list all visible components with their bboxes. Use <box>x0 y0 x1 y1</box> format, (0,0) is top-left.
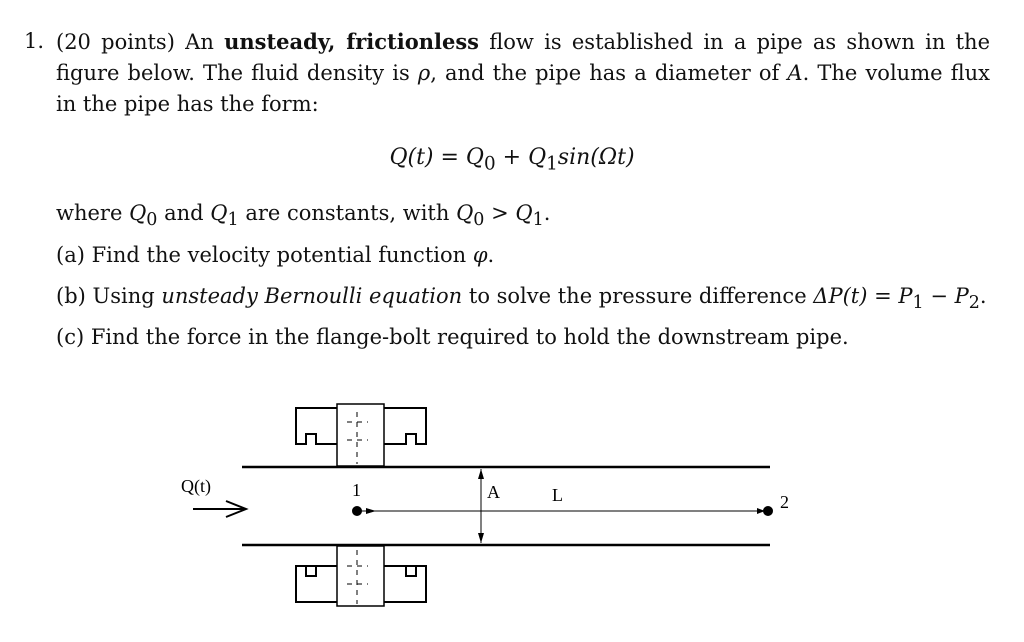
volume-flux-equation <box>0 142 1024 180</box>
eq-q0: Q <box>465 145 484 170</box>
bottom-flange <box>296 546 426 606</box>
top-flange-right <box>384 408 426 444</box>
problem-intro-mid: , and the pipe has a diameter of <box>430 61 788 85</box>
length-label: L <box>552 485 563 505</box>
part-b-minus: − <box>923 284 955 308</box>
diameter-symbol: A <box>787 61 803 85</box>
part-a-end: . <box>487 243 495 267</box>
length-dimension <box>358 485 765 514</box>
constants-gt: > <box>484 201 516 225</box>
problem-bold-term: unsteady, frictionless <box>224 29 479 54</box>
point-2-label: 2 <box>780 492 789 512</box>
part-b-italic: unsteady Bernoulli equation <box>161 284 463 308</box>
diameter-label: A <box>487 482 500 502</box>
bottom-flange-right <box>384 566 426 602</box>
constants-end: . <box>543 201 551 225</box>
eq-q1: Q <box>528 145 547 170</box>
top-bolt-block <box>337 404 384 466</box>
part-b-text: to solve the pressure difference <box>462 284 814 308</box>
constants-q1: Q <box>210 201 228 225</box>
constants-q0: Q <box>129 201 147 225</box>
part-b-p1: P <box>898 284 913 308</box>
point-1-label: 1 <box>352 480 361 500</box>
constants-statement <box>56 198 550 236</box>
part-b-delta: ΔP(t) <box>813 284 868 308</box>
problem-statement <box>56 26 990 120</box>
diameter-dimension <box>478 469 500 543</box>
constants-lead: where <box>56 201 130 225</box>
constants-q1-sub: 1 <box>227 210 239 231</box>
constants-q0-sub: 0 <box>146 210 158 231</box>
bottom-bolt-block <box>337 546 384 606</box>
problem-intro-end: . The volume flux in the pipe has the form: <box>56 61 991 116</box>
diameter-arrowhead-bottom <box>478 533 484 543</box>
top-flange-left <box>296 408 337 444</box>
part-b <box>56 281 987 319</box>
density-symbol: ρ <box>417 61 431 85</box>
inlet-label: Q(t) <box>181 476 211 496</box>
constants-q1-b: Q <box>515 201 533 225</box>
inlet-arrow-icon <box>193 501 246 517</box>
eq-equals: = <box>433 145 466 170</box>
constants-mid: are constants, with <box>238 201 457 225</box>
part-a-label: (a) Find the velocity potential function <box>56 243 473 267</box>
part-b-p1-sub: 1 <box>912 293 924 314</box>
pipe-walls <box>242 467 770 545</box>
constants-and: and <box>157 201 211 225</box>
part-a <box>56 240 494 271</box>
point-2-marker <box>763 506 773 516</box>
part-b-equals: = <box>867 284 899 308</box>
top-flange <box>296 404 426 466</box>
bottom-flange-left <box>296 566 337 602</box>
eq-plus: + <box>495 145 529 170</box>
eq-q1-sub: 1 <box>546 153 558 175</box>
constants-q1-sub-b: 1 <box>532 210 544 231</box>
problem-points: (20 points) An <box>56 30 225 54</box>
eq-q0-sub: 0 <box>483 153 496 175</box>
part-c: (c) Find the force in the flange-bolt required to hold the downstream pipe. <box>56 325 849 349</box>
part-b-label: (b) Using <box>56 284 162 308</box>
part-a-symbol: φ <box>472 243 488 267</box>
part-b-end: . <box>979 284 987 308</box>
problem-intro-rest: flow is established in a pipe as shown in the figure below. The fluid density is <box>56 30 990 85</box>
problem-number: 1. <box>24 29 45 53</box>
point-1-marker <box>352 506 362 516</box>
length-arrowhead-left <box>366 508 376 514</box>
constants-q0-sub-b: 0 <box>473 210 485 231</box>
part-b-p2: P <box>954 284 969 308</box>
constants-q0-b: Q <box>456 201 474 225</box>
diameter-arrowhead-top <box>478 469 484 479</box>
eq-func: sin(Ωt) <box>557 145 635 170</box>
eq-lhs: Q(t) <box>389 145 434 170</box>
part-b-p2-sub: 2 <box>968 293 980 314</box>
pipe-diagram <box>0 380 1024 642</box>
